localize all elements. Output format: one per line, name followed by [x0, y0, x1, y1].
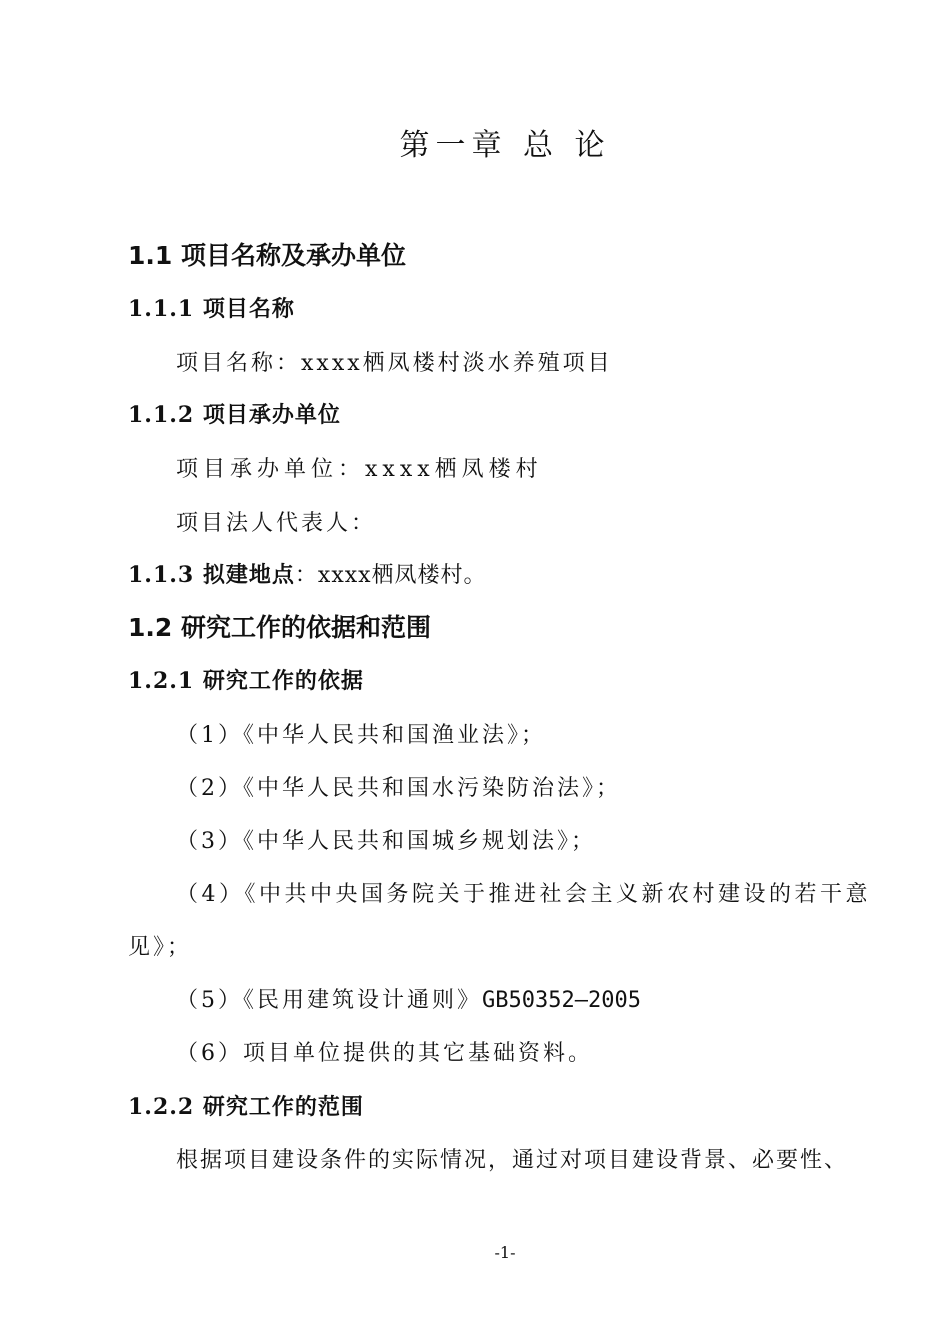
basis-item-4-continued: 见》； — [128, 935, 193, 960]
subsection-heading-1-1-3 — [128, 558, 487, 589]
subsection-heading-1-2-1: 1.2.1 研究工作的依据 — [128, 668, 364, 694]
subsection-heading-1-1-1: 1.1.1 项目名称 — [128, 296, 295, 322]
site-label: 1.1.3 拟建地点 — [128, 562, 295, 588]
section-heading-1-2: 1.2 研究工作的依据和范围 — [128, 613, 431, 642]
basis-item-5-title: （5）《民用建筑设计通则》 — [176, 988, 482, 1013]
basis-item-6: （6）项目单位提供的其它基础资料。 — [176, 1041, 593, 1066]
basis-item-3: （3）《中华人民共和国城乡规划法》； — [176, 829, 596, 854]
basis-item-5 — [176, 983, 641, 1014]
chapter-title: 第一章 总 论 — [399, 128, 611, 163]
basis-item-5-code: GB50352—2005 — [482, 988, 641, 1013]
site-value: ：xxxx栖凤楼村。 — [294, 563, 487, 588]
section-heading-1-1: 1.1 项目名称及承办单位 — [128, 241, 406, 270]
project-name-paragraph: 项目名称：xxxx栖凤楼村淡水养殖项目 — [176, 351, 613, 376]
scope-paragraph: 根据项目建设条件的实际情况，通过对项目建设背景、必要性、 — [176, 1148, 849, 1173]
page-number: -1- — [494, 1243, 516, 1262]
basis-item-1: （1）《中华人民共和国渔业法》； — [176, 723, 546, 748]
legal-representative-paragraph: 项目法人代表人： — [176, 511, 377, 536]
basis-item-2: （2）《中华人民共和国水污染防治法》； — [176, 776, 621, 801]
subsection-heading-1-1-2: 1.1.2 项目承办单位 — [128, 402, 341, 428]
unit-paragraph: 项目承办单位：xxxx栖凤楼村 — [176, 457, 543, 482]
subsection-heading-1-2-2: 1.2.2 研究工作的范围 — [128, 1094, 364, 1120]
basis-item-4: （4）《中共中央国务院关于推进社会主义新农村建设的若干意 — [176, 882, 871, 907]
